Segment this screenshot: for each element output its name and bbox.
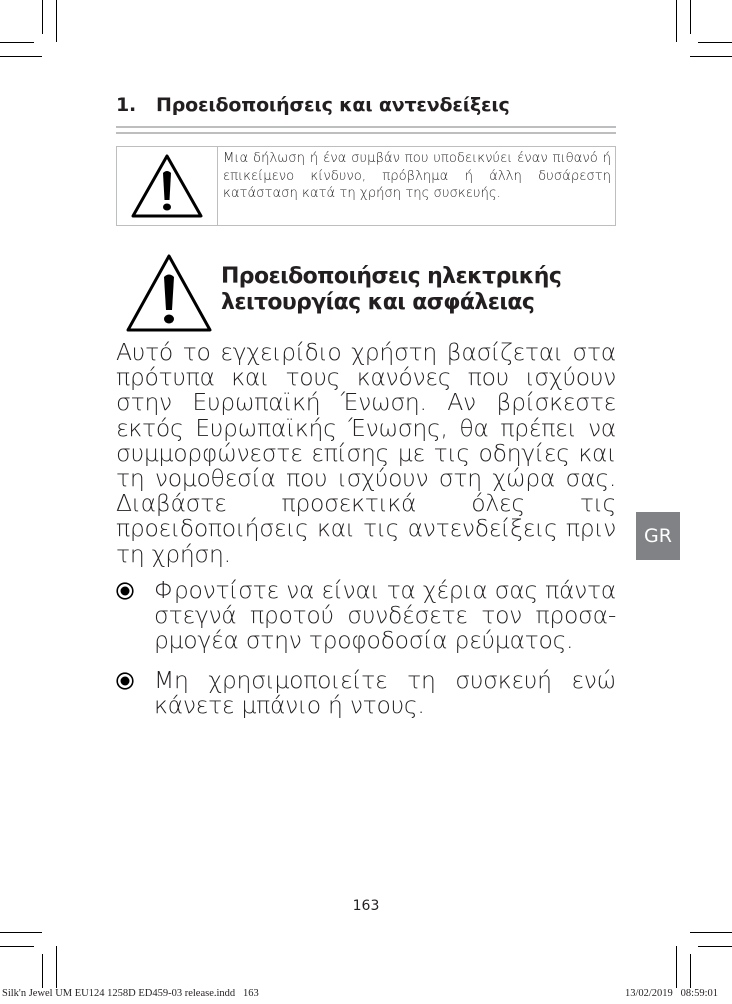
crop-mark xyxy=(690,0,691,34)
warning-icon-cell xyxy=(117,147,218,225)
heading-line: Προειδοποιήσεις ηλεκτρικής xyxy=(221,264,562,289)
crop-mark xyxy=(698,946,732,947)
section-title xyxy=(116,94,510,116)
warning-definition-box xyxy=(116,146,616,226)
crop-mark xyxy=(0,56,42,57)
crop-mark xyxy=(690,932,732,933)
list-item xyxy=(116,578,616,654)
footer-date: 13/02/2019 08:59:01 xyxy=(624,988,718,999)
heading-line: λειτουργίας και ασφάλειας xyxy=(221,290,535,315)
crop-mark xyxy=(690,56,732,57)
section-title-text: Προειδοποιήσεις και αντενδείξεις xyxy=(156,94,510,116)
crop-mark xyxy=(690,954,691,988)
warning-triangle-icon xyxy=(124,252,214,334)
warning-definition-text: Μια δήλωση ή ένα συμβάν που υποδεικνύει έναν πιθανό ή επικείμενο κίνδυνο, πρόβλημα ή άλλη δυσάρεστη κατάσταση κατά τη χρήση της συσκευής. xyxy=(223,151,611,201)
crop-mark xyxy=(42,0,43,34)
warning-triangle-icon xyxy=(130,153,204,219)
bullet-circle-icon xyxy=(116,582,134,600)
crop-mark xyxy=(0,946,34,947)
bullet-text: Φροντίστε να είναι τα χέρια σας πάντα στεγνά προτού συνδέσετε τον προσα-ρμογέα στην τροφοδοσία ρεύματος. xyxy=(154,576,616,655)
language-tab: GR xyxy=(636,512,680,560)
section-number: 1. xyxy=(116,94,137,116)
bullet-circle-icon xyxy=(116,672,134,690)
bullet-text: Μη χρησιμοποιείτε τη συσκευή ενώ κάνετε μπάνιο ή ντους. xyxy=(154,665,616,719)
list-item xyxy=(116,665,616,719)
crop-mark xyxy=(56,0,57,42)
title-rule xyxy=(116,126,616,128)
crop-mark xyxy=(698,42,732,43)
electrical-safety-heading xyxy=(221,264,621,316)
crop-mark xyxy=(0,932,42,933)
intro-paragraph: Αυτό το εγχειρίδιο χρήστη βασίζεται στα πρότυπα και τους κανόνες που ισχύουν στην Ευρωπαϊκή Ένωση. Αν βρίσκεστε εκτός Ευρωπαϊκής Ένωσης, θα πρέπει να συμμορφώνεστε επίσης με τις οδηγίες και τη νομοθεσία που ισχύουν στη χώρα σας. Διαβάστε προσεκτικά όλες τις προειδοποιήσεις και τις αντενδείξεις πριν τη χρήση. xyxy=(116,338,616,568)
bullet-list xyxy=(116,578,616,732)
crop-mark xyxy=(56,946,57,988)
crop-mark xyxy=(0,42,34,43)
crop-mark xyxy=(42,954,43,988)
crop-mark xyxy=(676,0,677,42)
page-number: 163 xyxy=(352,898,380,914)
footer-filename: Silk'n Jewel UM EU124 1258D ED459-03 release.indd 163 xyxy=(2,988,259,999)
crop-mark xyxy=(676,946,677,988)
title-rule xyxy=(116,132,616,134)
